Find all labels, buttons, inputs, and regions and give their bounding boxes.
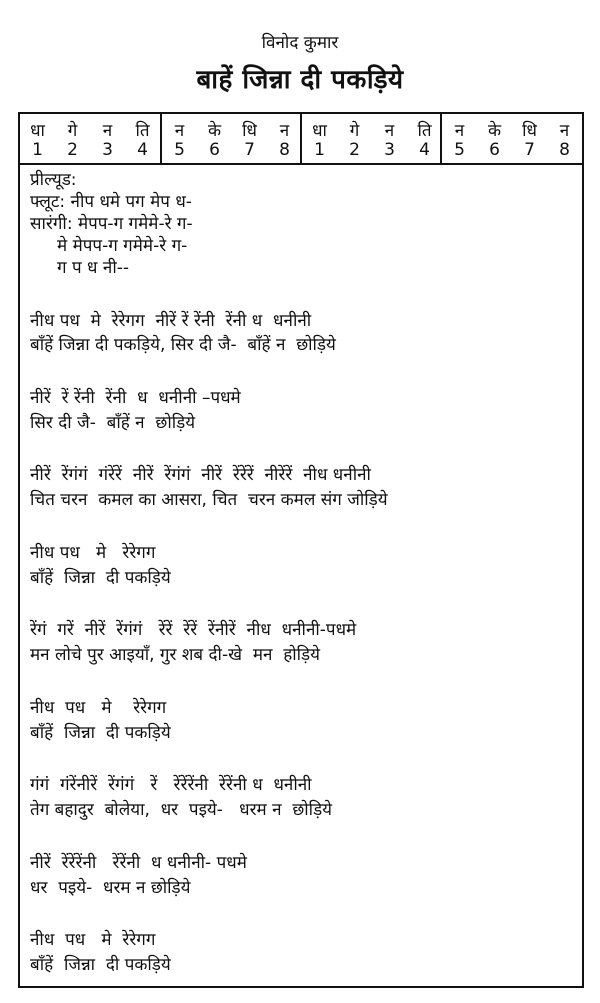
lyrics-line: सिर दी जै- बाँहें न छोड़िये bbox=[30, 413, 196, 433]
beat-number: 6 bbox=[209, 140, 220, 160]
beat-syllable: धा bbox=[312, 121, 327, 141]
lyrics-line: बाँहें जिन्ना दी पकड़िये bbox=[30, 955, 171, 975]
beat-syllable: ति bbox=[417, 121, 432, 141]
beat-number: 3 bbox=[102, 140, 113, 160]
notes-line: नीध पध मे रेरेगग bbox=[30, 698, 167, 718]
song-title: बाहें जिन्ना दी पकड़िये bbox=[196, 65, 404, 95]
beat-number: 8 bbox=[559, 140, 570, 160]
beat-syllable: न bbox=[102, 121, 113, 141]
lyrics-line: बाँहें जिन्ना दी पकड़िये bbox=[30, 568, 171, 588]
beat-group-2 bbox=[160, 114, 302, 163]
beat-grid bbox=[20, 114, 582, 165]
beat-group-3 bbox=[300, 114, 442, 163]
beat-number: 1 bbox=[32, 140, 43, 160]
lyrics-line: धर पइये- धरम न छोड़िये bbox=[30, 878, 191, 898]
beat-syllable: न bbox=[454, 121, 465, 141]
prelude-line: मे मेपप-ग गमेमे-रे ग- bbox=[30, 236, 188, 256]
notes-line: नीध पध मे रेरेगग bbox=[30, 930, 156, 950]
lyrics-line: तेग बहादुर बोलेया, धर पइये- धरम न छोड़िये bbox=[30, 800, 333, 820]
author-name: विनोद कुमार bbox=[261, 33, 339, 53]
beat-number: 5 bbox=[174, 140, 185, 160]
notes-line: गंगं गंरेंनीरें रेंगंगं रें रेंरेंरेंनी रेंरेंनी ध धनीनी bbox=[30, 775, 312, 795]
prelude-heading: प्रील्यूड: bbox=[30, 170, 77, 190]
prelude-line: ग प ध नी-- bbox=[30, 258, 130, 278]
lyrics-line: मन लोचे पुर आइयाँ, गुर शब दी-खे मन होड़िये bbox=[30, 645, 321, 665]
beat-group-4 bbox=[440, 114, 582, 163]
beat-number: 6 bbox=[489, 140, 500, 160]
beat-number: 7 bbox=[524, 140, 535, 160]
lyrics-line: चित चरन कमल का आसरा, चित चरन कमल संग जोड़िये bbox=[30, 490, 388, 510]
notes-line: नीध पध मे रेरेगग bbox=[30, 543, 156, 563]
beat-number: 4 bbox=[419, 140, 430, 160]
beat-syllable: न bbox=[174, 121, 185, 141]
lyrics-line: बाँहें जिन्ना दी पकड़िये, सिर दी जै- बाँहें न छोड़िये bbox=[30, 335, 336, 355]
notes-line: नीध पध मे रेरेगग नीरें रें रेंनी रेंनी ध धनीनी bbox=[30, 311, 312, 331]
notes-line: नीरें रें रेंनी रेंनी ध धनीनी –पधमे bbox=[30, 388, 241, 408]
beat-number: 2 bbox=[67, 140, 78, 160]
beat-number: 7 bbox=[244, 140, 255, 160]
beat-syllable: धि bbox=[522, 121, 537, 141]
beat-number: 5 bbox=[454, 140, 465, 160]
beat-syllable: ति bbox=[135, 121, 150, 141]
beat-number: 4 bbox=[137, 140, 148, 160]
beat-number: 8 bbox=[279, 140, 290, 160]
beat-syllable: गे bbox=[67, 121, 78, 141]
beat-group-1 bbox=[20, 114, 160, 163]
notes-line: रेंगं गरें नीरें रेंगंगं रेंरें रेंरें रेंनीरें नीध धनीनी-पधमे bbox=[30, 620, 357, 640]
beat-syllable: न bbox=[384, 121, 395, 141]
beat-syllable: धा bbox=[30, 121, 45, 141]
prelude-line: फ्लूट: नीप धमे पग मेप ध- bbox=[30, 192, 192, 212]
beat-syllable: धि bbox=[242, 121, 257, 141]
beat-syllable: गे bbox=[349, 121, 360, 141]
beat-syllable: के bbox=[487, 121, 502, 141]
lyrics-line: बाँहें जिन्ना दी पकड़िये bbox=[30, 723, 171, 743]
notation-sheet bbox=[18, 112, 584, 988]
beat-number: 2 bbox=[349, 140, 360, 160]
beat-syllable: न bbox=[279, 121, 290, 141]
prelude-line: सारंगी: मेपप-ग गमेमे-रे ग- bbox=[30, 214, 193, 234]
beat-syllable: न bbox=[559, 121, 570, 141]
notes-line: नीरें रेंगंगं गंरेंरें नीरें रेंगंगं नीरें रेंरेंरें नीरेंरें नीध धनीनी bbox=[30, 465, 371, 485]
beat-number: 3 bbox=[384, 140, 395, 160]
notes-line: नीरें रेंरेंरेंनी रेंरेंनी ध धनीनी- पधमे bbox=[30, 853, 247, 873]
beat-number: 1 bbox=[314, 140, 325, 160]
beat-syllable: के bbox=[207, 121, 222, 141]
